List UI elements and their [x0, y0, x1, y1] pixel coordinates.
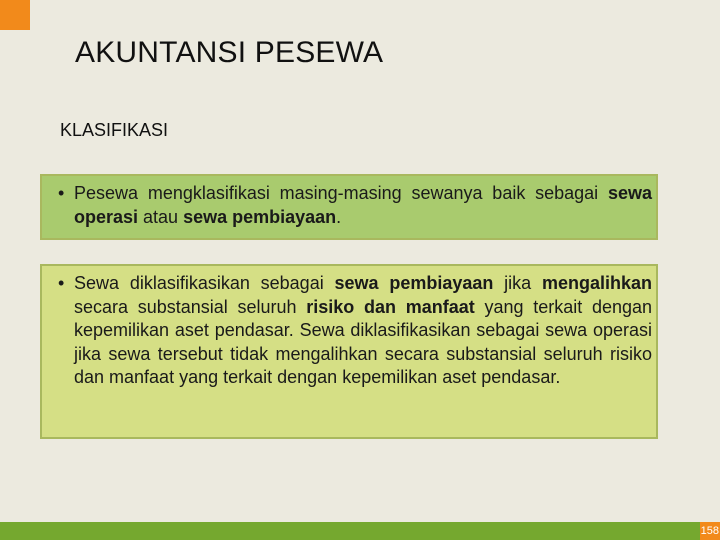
slide-subtitle: KLASIFIKASI — [60, 120, 169, 140]
classification-box-2 — [40, 264, 658, 439]
corner-accent — [0, 0, 30, 30]
classification-box-1 — [40, 174, 658, 240]
bullet-icon: • — [58, 273, 65, 293]
bullet-item — [58, 182, 654, 229]
bullet-icon: • — [58, 183, 65, 203]
bullet-text: Sewa diklasifikasikan sebagai sewa pembiayaan jika mengalihkan secara substansial seluruh risiko dan manfaat yang terkait dengan kepemilikan aset pendasar. Sewa diklasifikasikan sebagai sewa operasi jika sewa tersebut tidak mengalihkan secara substansial seluruh risiko dan manfaat yang terkait dengan kepemilikan aset pendasar. — [74, 273, 653, 387]
bullet-item — [58, 272, 654, 390]
bullet-text: Pesewa mengklasifikasi masing-masing sewanya baik sebagai sewa operasi atau sewa pembiayaan. — [74, 183, 652, 227]
slide-title: AKUNTANSI PESEWA — [75, 36, 384, 69]
page-number: 158 — [700, 522, 720, 540]
footer-bar — [0, 522, 720, 540]
